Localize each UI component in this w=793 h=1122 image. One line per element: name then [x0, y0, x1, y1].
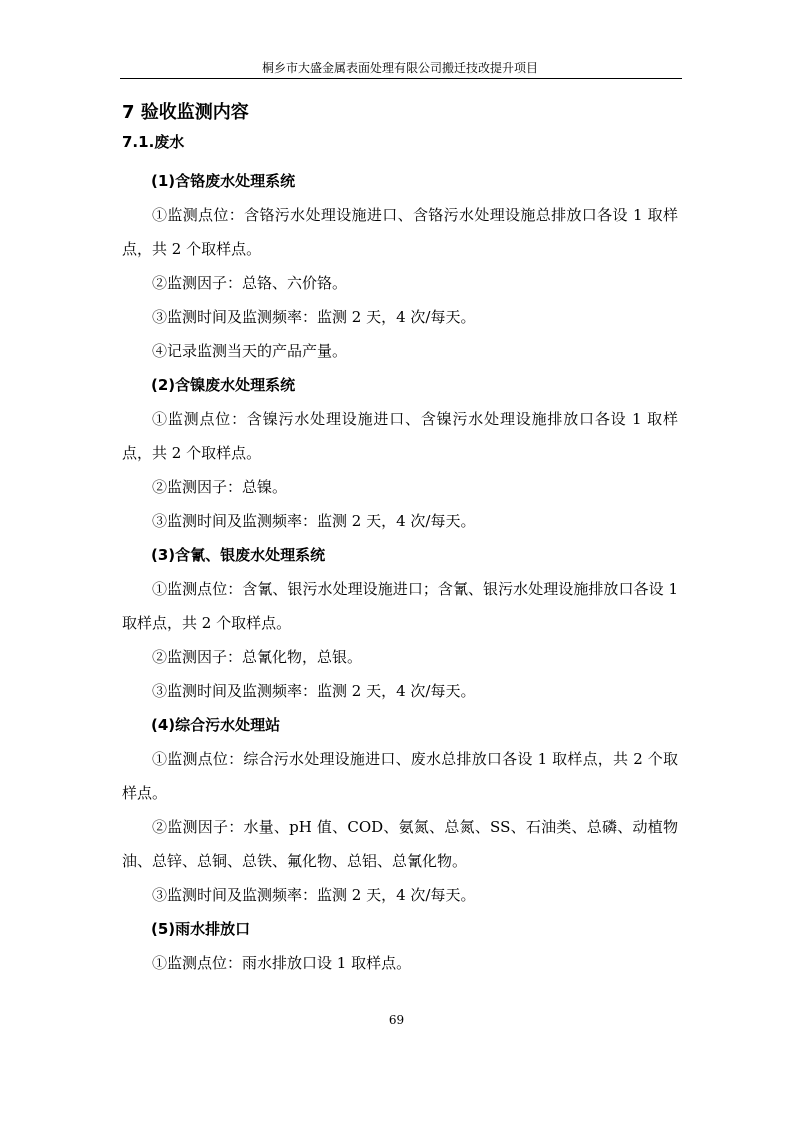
- header-rule: [120, 78, 682, 79]
- subsection-title: 7.1.废水: [122, 133, 185, 151]
- section-title: 7 验收监测内容: [122, 102, 249, 123]
- page-header: 桐乡市大盛金属表面处理有限公司搬迁技改提升项目: [261, 61, 538, 75]
- system-item: ③监测时间及监测频率：监测 2 天，4 次/每天。: [152, 886, 476, 904]
- system-title: (5)雨水排放口: [151, 920, 251, 938]
- system-item: ②监测因子：总镍。: [152, 478, 288, 496]
- system-item: ③监测时间及监测频率：监测 2 天，4 次/每天。: [152, 308, 476, 326]
- system-item: ③监测时间及监测频率：监测 2 天，4 次/每天。: [152, 512, 476, 530]
- system-title: (1)含铬废水处理系统: [151, 172, 296, 190]
- system-block-chromium: [122, 164, 678, 368]
- system-item: ③监测时间及监测频率：监测 2 天，4 次/每天。: [152, 682, 476, 700]
- system-title: (2)含镍废水处理系统: [151, 376, 296, 394]
- system-block-rainwater: [122, 912, 678, 980]
- system-block-cyanide-silver: [122, 538, 678, 708]
- system-item: ①监测点位：含铬污水处理设施进口、含铬污水处理设施总排放口各设 1 取样点，共 2 个取样点。: [122, 206, 678, 258]
- system-item: ④记录监测当天的产品产量。: [152, 342, 348, 360]
- system-title: (4)综合污水处理站: [151, 716, 281, 734]
- system-item: ①监测点位：雨水排放口设 1 取样点。: [152, 954, 412, 972]
- system-title: (3)含氰、银废水处理系统: [151, 546, 326, 564]
- system-item: ①监测点位：含镍污水处理设施进口、含镍污水处理设施排放口各设 1 取样点，共 2 个取样点。: [122, 410, 678, 462]
- page-number: 69: [388, 1013, 405, 1027]
- system-item: ①监测点位：综合污水处理设施进口、废水总排放口各设 1 取样点，共 2 个取样点。: [122, 750, 678, 802]
- system-item: ②监测因子：水量、pH 值、COD、氨氮、总氮、SS、石油类、总磷、动植物油、总锌、总铜、总铁、氟化物、总铝、总氰化物。: [122, 818, 678, 870]
- page-content: [122, 98, 678, 980]
- system-block-integrated: [122, 708, 678, 912]
- system-item: ②监测因子：总铬、六价铬。: [152, 274, 348, 292]
- system-item: ②监测因子：总氰化物，总银。: [152, 648, 363, 666]
- system-block-nickel: [122, 368, 678, 538]
- system-item: ①监测点位：含氰、银污水处理设施进口；含氰、银污水处理设施排放口各设 1 取样点，共 2 个取样点。: [122, 580, 678, 632]
